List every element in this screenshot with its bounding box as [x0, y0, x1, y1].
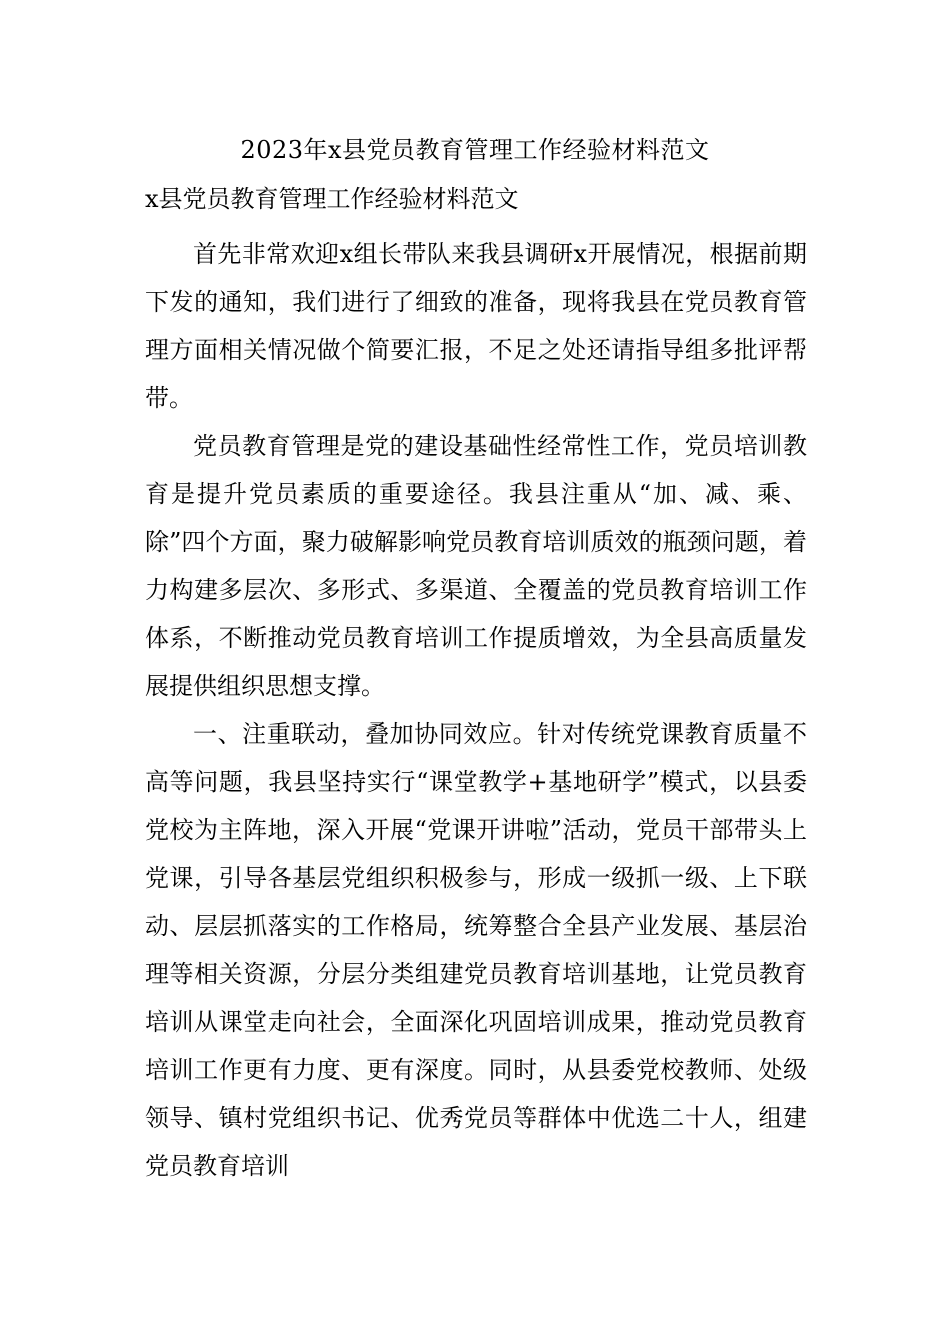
paragraph-intro: 首先非常欢迎x组长带队来我县调研x开展情况，根据前期下发的通知，我们进行了细致的准备，现将我县在党员教育管理方面相关情况做个简要汇报，不足之处还请指导组多批评帮带。 — [145, 240, 807, 412]
paragraph-section-one: 一、注重联动，叠加协同效应。针对传统党课教育质量不高等问题，我县坚持实行“课堂教学+基地研学”模式，以县委党校为主阵地，深入开展“党课开讲啦”活动，党员干部带头上党课，引导各基层党组织积极参与，形成一级抓一级、上下联动、层层抓落实的工作格局，统筹整合全县产业发展、基层治理等相关资源，分层分类组建党员教育培训基地，让党员教育培训从课堂走向社会，全面深化巩固培训成果，推动党员教育培训工作更有力度、更有深度。同时，从县委党校教师、处级领导、镇村党组织书记、优秀党员等群体中优选二十人，组建党员教育培训 — [145, 720, 807, 1180]
document-title: 2023年x县党员教育管理工作经验材料范文 — [240, 136, 710, 164]
paragraph-overview: 党员教育管理是党的建设基础性经常性工作，党员培训教育是提升党员素质的重要途径。我县注重从“加、减、乘、除”四个方面，聚力破解影响党员教育培训质效的瓶颈问题，着力构建多层次、多形式、多渠道、全覆盖的党员教育培训工作体系，不断推动党员教育培训工作提质增效，为全县高质量发展提供组织思想支撑。 — [145, 432, 807, 700]
document-subtitle: x县党员教育管理工作经验材料范文 — [145, 185, 519, 213]
document-body — [145, 230, 807, 1190]
